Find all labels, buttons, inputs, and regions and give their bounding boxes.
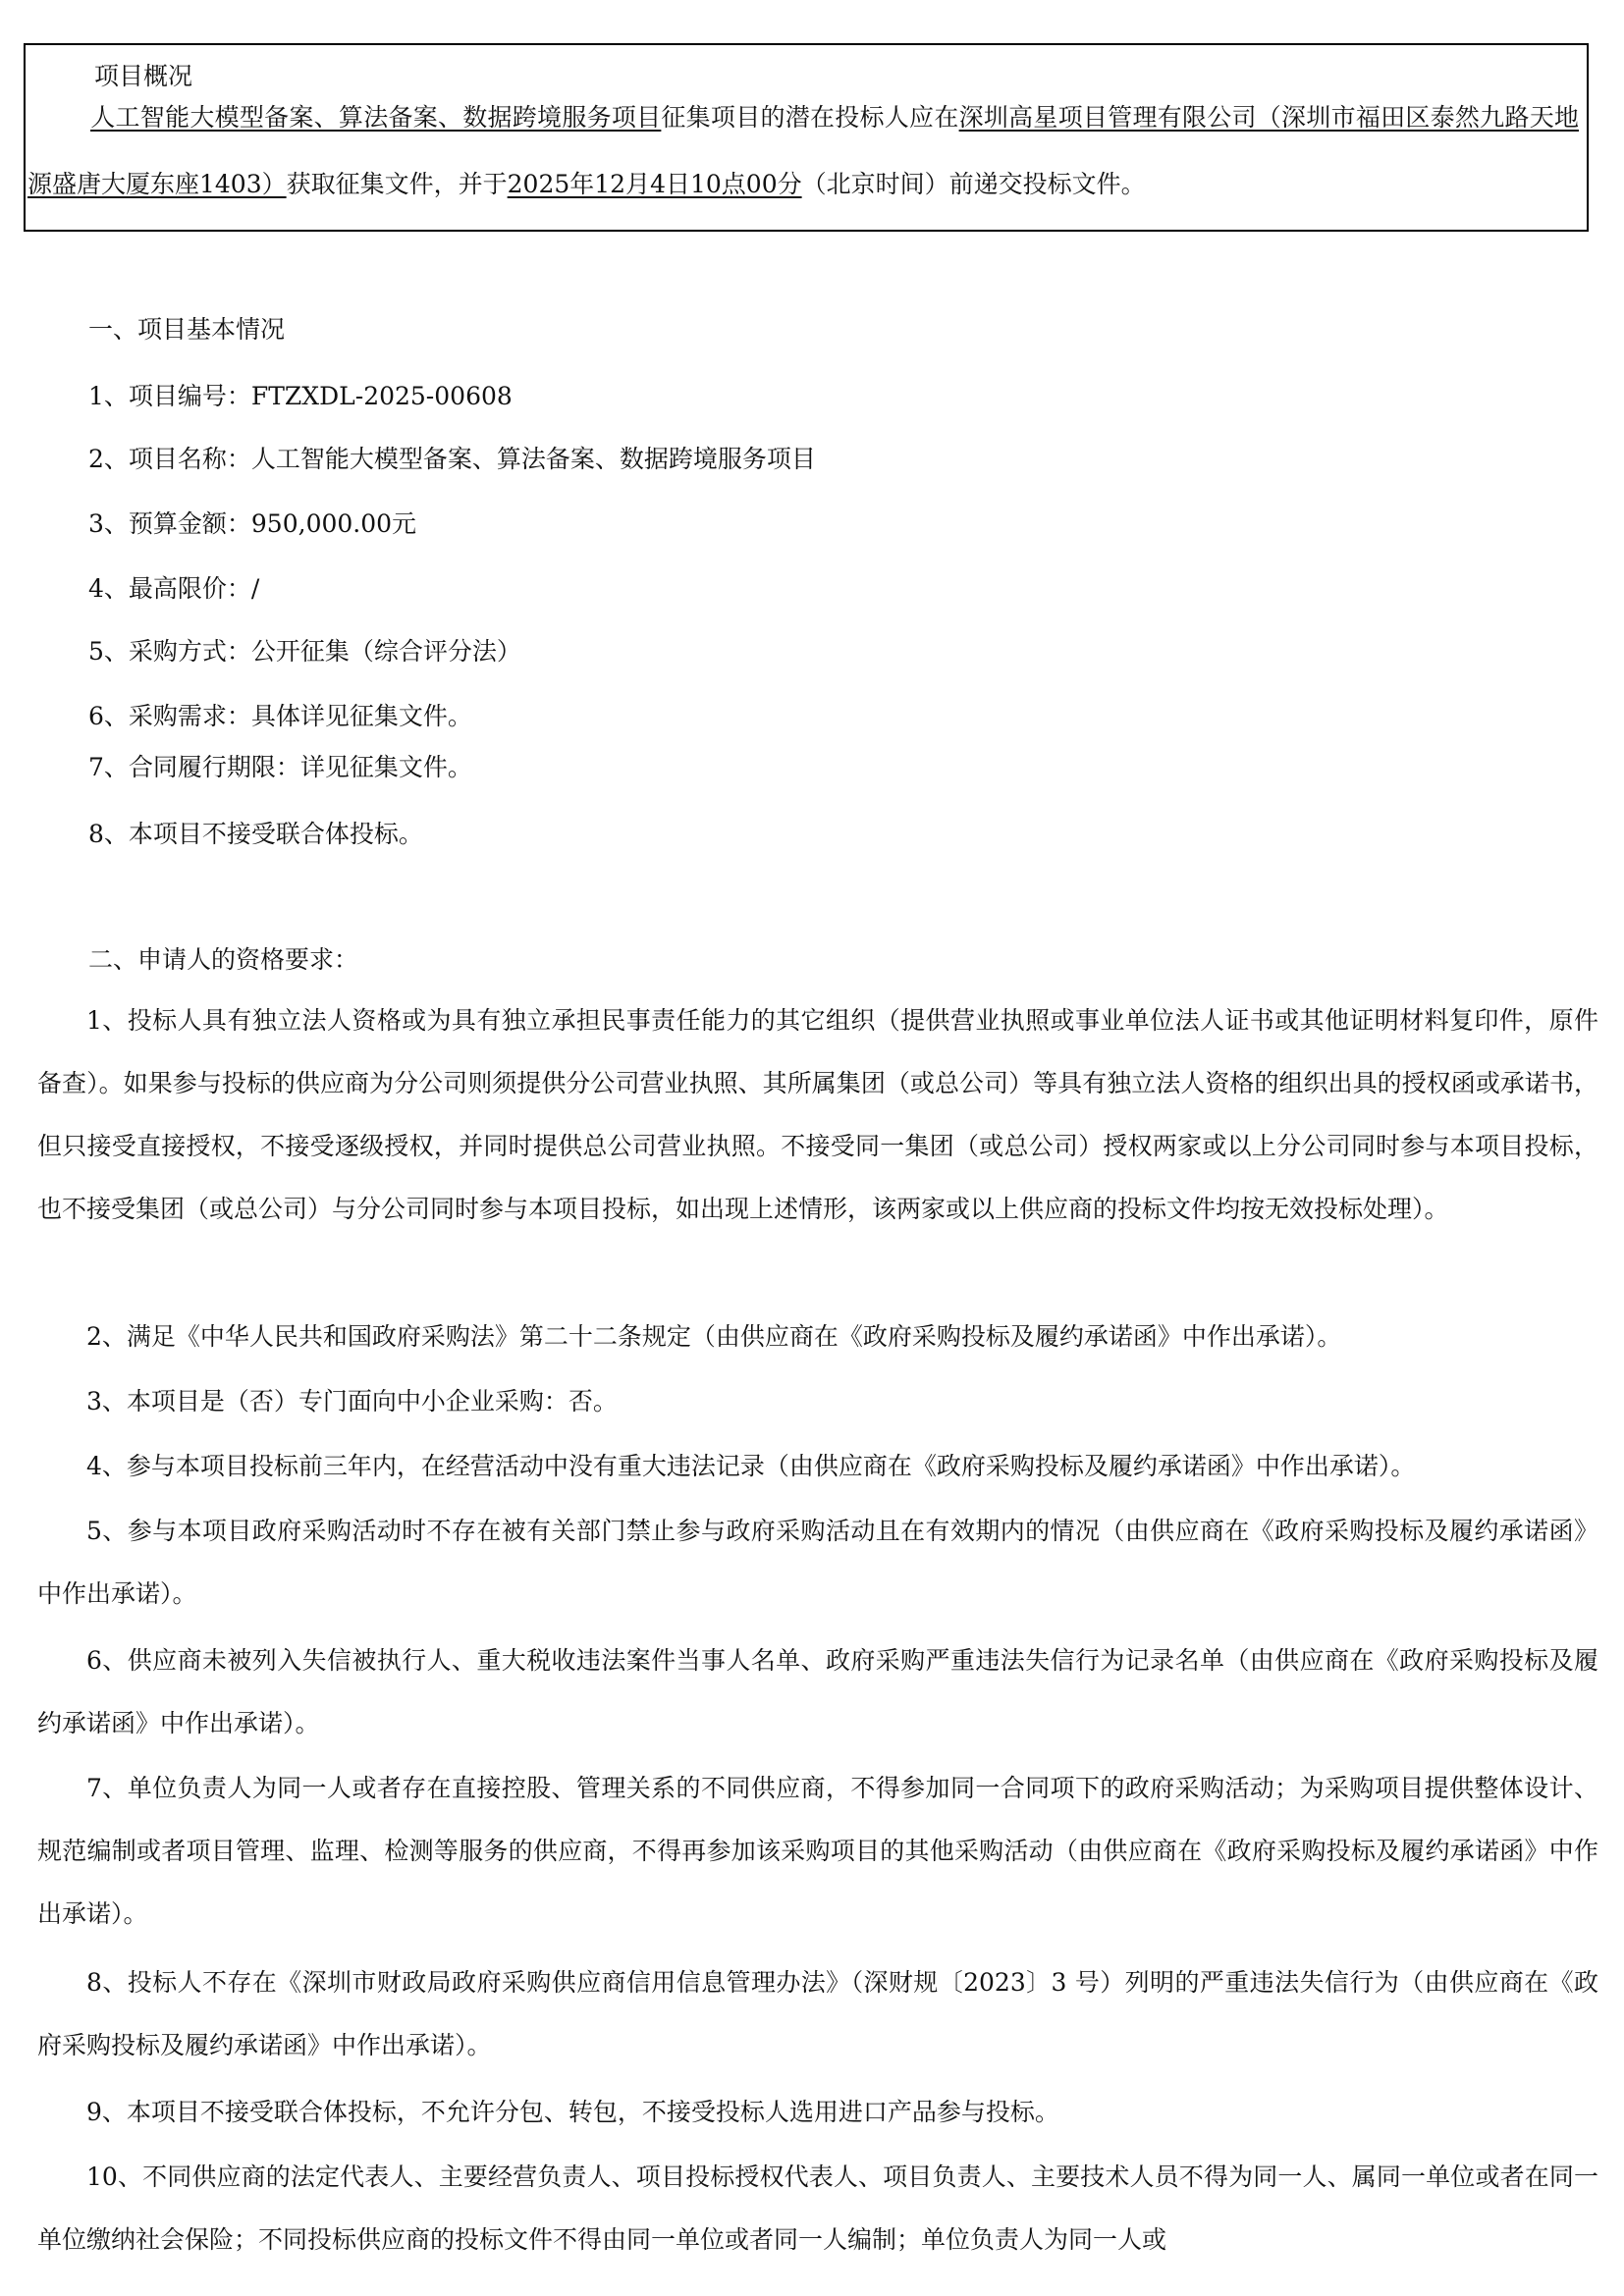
section1-item-4: 4、最高限价：/ [88,574,260,603]
section1-item-1: 1、项目编号：FTZXDL-2025-00608 [88,382,513,410]
overview-deadline: 2025年12月4日10点00分 [507,170,802,198]
section2-item-5-text: 5、参与本项目政府采购活动时不存在被有关部门禁止参与政府采购活动且在有效期内的情况（由供应商在《政府采购投标及履约承诺函》中作出承诺）。 [37,1517,1598,1608]
overview-text-3: （北京时间）前递交投标文件。 [801,170,1146,198]
section2-item-4-text: 4、参与本项目投标前三年内，在经营活动中没有重大违法记录（由供应商在《政府采购投标及履约承诺函》中作出承诺）。 [86,1452,1416,1480]
overview-paragraph [27,84,1579,218]
section1-item-7: 7、合同履行期限：详见征集文件。 [88,753,472,781]
overview-text-1: 征集项目的潜在投标人应在 [661,103,959,132]
section2-item-10 [37,2146,1598,2271]
section2-heading: 二、申请人的资格要求： [88,945,359,974]
section2-item-6 [37,1629,1598,1755]
section1-item-3: 3、预算金额：950,000.00元 [88,509,417,538]
section2-item-9 [37,2081,1598,2144]
overview-title: 项目概况 [94,62,193,90]
section2-item-3-text: 3、本项目是（否）专门面向中小企业采购：否。 [86,1387,618,1415]
section2-item-7-text: 7、单位负责人为同一人或者存在直接控股、管理关系的不同供应商，不得参加同一合同项下的政府采购活动；为采购项目提供整体设计、规范编制或者项目管理、监理、检测等服务的供应商，不得再参加该采购项目的其他采购活动（由供应商在《政府采购投标及履约承诺函》中作出承诺）。 [37,1774,1598,1928]
section2-item-6-text: 6、供应商未被列入失信被执行人、重大税收违法案件当事人名单、政府采购严重违法失信行为记录名单（由供应商在《政府采购投标及履约承诺函》中作出承诺）。 [37,1646,1598,1737]
overview-text-2: 获取征集文件，并于 [286,170,508,198]
overview-project-name: 人工智能大模型备案、算法备案、数据跨境服务项目 [90,103,662,132]
section1-item-8: 8、本项目不接受联合体投标。 [88,820,423,848]
section2-item-4 [37,1435,1598,1498]
section2-item-8 [37,1951,1598,2077]
section2-item-10-text: 10、不同供应商的法定代表人、主要经营负责人、项目投标授权代表人、项目负责人、主要技术人员不得为同一人、属同一单位或者在同一单位缴纳社会保险；不同投标供应商的投标文件不得由同一单位或者同一人编制；单位负责人为同一人或 [37,2163,1598,2254]
section2-item-7 [37,1757,1598,1946]
section2-item-2 [37,1306,1598,1368]
project-overview-box [24,43,1589,232]
section2-item-3 [37,1370,1598,1433]
overview-agency: 深圳高星项目管理有限公司（深圳市福田区泰然九路天地源盛唐大厦东座1403） [27,103,1579,198]
section2-item-1-text: 1、投标人具有独立法人资格或为具有独立承担民事责任能力的其它组织（提供营业执照或事业单位法人证书或其他证明材料复印件，原件备查）。如果参与投标的供应商为分公司则须提供分公司营业执照、其所属集团（或总公司）等具有独立法人资格的组织出具的授权函或承诺书，但只接受直接授权，不接受逐级授权，并同时提供总公司营业执照。不接受同一集团（或总公司）授权两家或以上分公司同时参与本项目投标，也不接受集团（或总公司）与分公司同时参与本项目投标，如出现上述情形，该两家或以上供应商的投标文件均按无效投标处理）。 [37,1006,1598,1223]
section2-item-1 [37,989,1598,1241]
section1-item-5: 5、采购方式：公开征集（综合评分法） [88,637,521,666]
section2-item-8-text: 8、投标人不存在《深圳市财政局政府采购供应商信用信息管理办法》（深财规〔2023〕3 号）列明的严重违法失信行为（由供应商在《政府采购投标及履约承诺函》中作出承诺）。 [37,1968,1598,2059]
section2-item-2-text: 2、满足《中华人民共和国政府采购法》第二十二条规定（由供应商在《政府采购投标及履约承诺函》中作出承诺）。 [86,1322,1342,1351]
section2-item-9-text: 9、本项目不接受联合体投标，不允许分包、转包，不接受投标人选用进口产品参与投标。 [86,2098,1059,2126]
section1-item-6: 6、采购需求：具体详见征集文件。 [88,702,472,730]
section1-heading: 一、项目基本情况 [88,315,286,344]
section2-item-5 [37,1500,1598,1626]
section1-item-2: 2、项目名称：人工智能大模型备案、算法备案、数据跨境服务项目 [88,445,816,473]
